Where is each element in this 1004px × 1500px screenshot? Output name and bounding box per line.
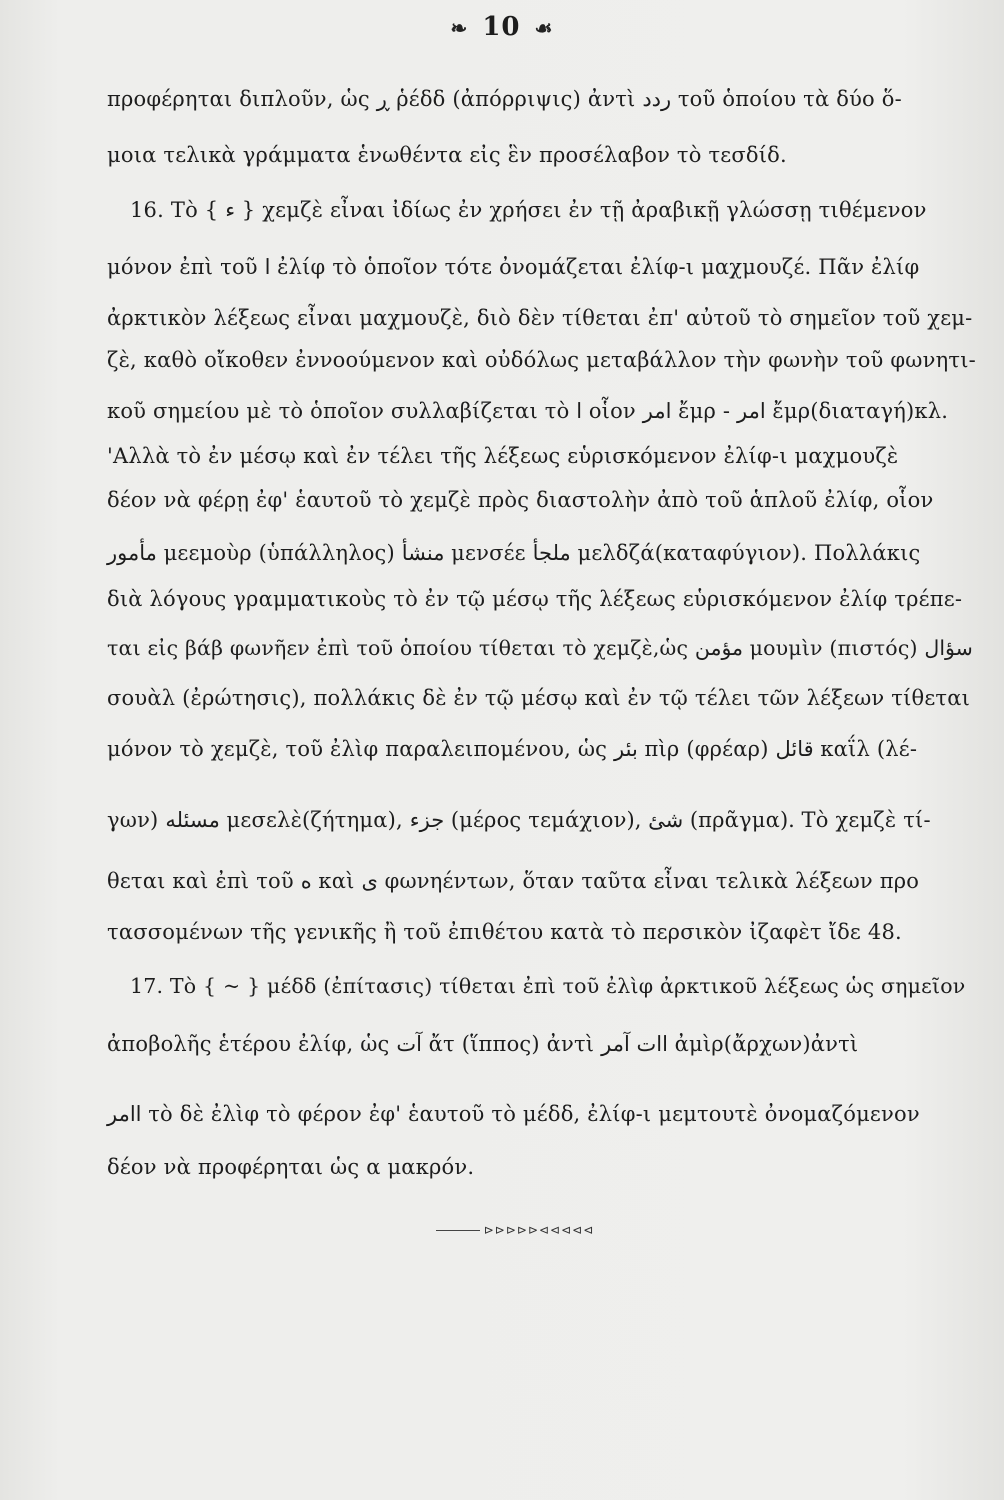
text-line: θεται καὶ ἐπὶ τοῦ ه καὶ ى φωνηέντων, ὅταν ταῦτα εἶναι τελικὰ λέξεων προ	[107, 869, 920, 893]
text-line: 'Αλλὰ τὸ ἐν μέσῳ καὶ ἐν τέλει τῆς λέξεως εὑρισκόμενον ἐλίφ-ι μαχμουζὲ	[107, 444, 899, 468]
section-17-heading-line: 17. Τὸ { ~ } μέδδ (ἐπίτασις) τίθεται ἐπὶ τοῦ ἐλὶφ ἀρκτικοῦ λέξεως ὡς σημεῖον	[130, 974, 966, 998]
text-line: μόνον ἐπὶ τοῦ ا ἐλίφ τὸ ὁποῖον τότε ὀνομάζεται ἐλίφ-ι μαχμουζέ. Πᾶν ἐλίφ	[107, 255, 920, 279]
text-line: γων) مسئله μεσελὲ(ζήτημα), جزء (μέρος τεμάχιον), شئ (πρᾶγμα). Τὸ χεμζὲ τί-	[107, 808, 931, 832]
text-line: κοῦ σημείου μὲ τὸ ὁποῖον συλλαβίζεται τὸ ا οἷον امر ἔμρ - امر ἔμρ(διαταγή)κλ.	[107, 399, 949, 423]
page-header	[0, 12, 1004, 42]
text-line: μόνον τὸ χεμζὲ, τοῦ ἐλὶφ παραλειπομένου, ὡς بئر πὶρ (φρέαρ) قائل καΐλ (λέ-	[107, 737, 918, 761]
text-line: δέον νὰ προφέρηται ὡς α μακρόν.	[107, 1155, 475, 1179]
page-number: 10	[482, 12, 521, 42]
text-line: ται εἰς βάβ φωνῆεν ἐπὶ τοῦ ὁποίου τίθεται τὸ χεμζὲ,ὡς مؤمن μουμὶν (πιστός) سؤال	[107, 636, 973, 660]
text-line: σουὰλ (ἐρώτησις), πολλάκις δὲ ἐν τῷ μέσῳ καὶ ἐν τῷ τέλει τῶν λέξεων τίθεται	[107, 686, 971, 710]
separator-ornament: ⊳⊳⊳⊳⊳⊲⊲⊲⊲⊲	[483, 1223, 595, 1237]
text-line: ἀποβολῆς ἑτέρου ἐλίφ, ὡς آت ἄτ (ἵππος) ἀντὶ اات آمر ἀμὶρ(ἄρχων)ἀντὶ	[107, 1032, 859, 1056]
text-line: مأمور μεεμοὺρ (ὑπάλληλος) منشأ μενσέε ملجأ μελδζά(καταφύγιον). Πολλάκις	[107, 541, 921, 565]
text-line: ζὲ, καθὸ οἴκοθεν ἐννοούμενον καὶ οὐδόλως μεταβάλλον τὴν φωνὴν τοῦ φωνητι-	[107, 348, 976, 372]
text-line: προφέρηται διπλοῦν, ὡς ڕ ῥέδδ (ἀπόρριψις) ἀντὶ ردد τοῦ ὁποίου τὰ δύο ὅ-	[107, 87, 902, 111]
right-ornament-icon: ☙	[534, 16, 554, 40]
text-line: ἀρκτικὸν λέξεως εἶναι μαχμουζὲ, διὸ δὲν τίθεται ἐπ' αὐτοῦ τὸ σημεῖον τοῦ χεμ-	[107, 306, 973, 330]
text-line: μοια τελικὰ γράμματα ἑνωθέντα εἰς ἓν προσέλαβον τὸ τεσδίδ.	[107, 143, 787, 167]
text-line: اامر τὸ δὲ ἐλὶφ τὸ φέρον ἐφ' ἑαυτοῦ τὸ μέδδ, ἐλίφ-ι μεμτουτὲ ὀνομαζόμενον	[107, 1102, 920, 1126]
left-ornament-icon: ❧	[450, 16, 469, 40]
text-line: τασσομένων τῆς γενικῆς ἢ τοῦ ἐπιθέτου κατὰ τὸ περσικὸν ἰζαφὲτ ἴδε 48.	[107, 920, 902, 944]
section-separator	[413, 1223, 613, 1237]
text-line: διὰ λόγους γραμματικοὺς τὸ ἐν τῷ μέσῳ τῆς λέξεως εὑρισκόμενον ἐλίφ τρέπε-	[107, 587, 963, 611]
text-line: δέον νὰ φέρῃ ἐφ' ἑαυτοῦ τὸ χεμζὲ πρὸς διαστολὴν ἀπὸ τοῦ ἁπλοῦ ἐλίφ, οἷον	[107, 488, 934, 512]
section-16-heading-line: 16. Τὸ { ء } χεμζὲ εἶναι ἰδίως ἐν χρήσει ἐν τῇ ἀραβικῇ γλώσσῃ τιθέμενον	[130, 198, 927, 222]
